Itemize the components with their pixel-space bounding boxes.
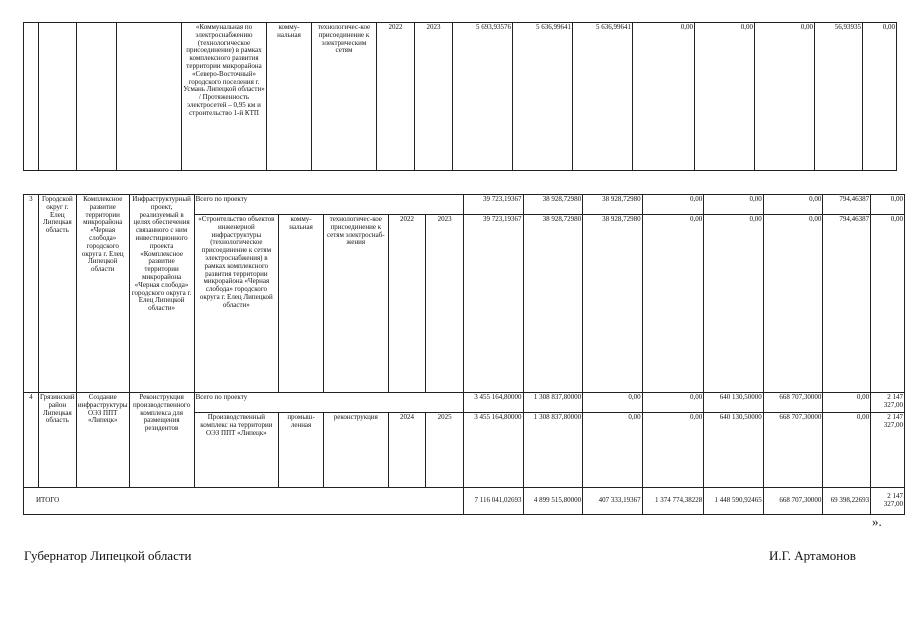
cell-value-1: 5 693,93576 <box>453 23 513 171</box>
table-row-total <box>24 488 905 515</box>
cell-value-7: 794,46387 <box>823 215 871 393</box>
cell-value-5: 1 448 590,92465 <box>704 488 764 515</box>
table-projects <box>23 194 905 515</box>
cell-value-5: 0,00 <box>695 23 755 171</box>
cell-value-8: 2 147 327,00 <box>871 393 905 413</box>
cell-value-8: 0,00 <box>871 215 905 393</box>
cell-end-year: 2025 <box>426 413 464 488</box>
cell-object-type: комму-нальная <box>279 215 324 393</box>
signature-position: Губернатор Липецкой области <box>24 548 192 563</box>
cell-purpose <box>117 23 182 171</box>
cell-value-1: 3 455 164,80000 <box>463 413 523 488</box>
cell-value-7: 56,93935 <box>815 23 863 171</box>
cell-value-6: 0,00 <box>763 195 823 215</box>
cell-total-label: Всего по проекту <box>194 195 463 215</box>
cell-value-3: 407 333,19367 <box>583 488 643 515</box>
cell-object-name: «Коммунальная по электроснабжению (технологическое присоединение) в рамках комплексного развития территории микрорайона «Северо-Восточный» городского поселения г. Усмань Липецкой области» / Протяженность электросетей – 0,95 км и строительство 1-й КТП <box>182 23 267 171</box>
cell-value-8: 2 147 327,00 <box>871 413 905 488</box>
cell-end-year: 2023 <box>426 215 464 393</box>
cell-num: 4 <box>24 393 39 488</box>
cell-project <box>77 23 117 171</box>
cell-value-3: 38 928,72980 <box>583 195 643 215</box>
cell-value-5: 0,00 <box>704 195 764 215</box>
table-row <box>24 393 905 413</box>
cell-value-5: 640 130,50000 <box>704 413 764 488</box>
cell-value-7: 69 398,22693 <box>823 488 871 515</box>
cell-municipality: Городской округ г. Елец Липецкая область <box>38 195 76 393</box>
cell-value-1: 3 455 164,80000 <box>463 393 523 413</box>
cell-project: Комплексное развитие территории микрорайона «Черная слобода» городского округа г. Елец Липецкой области <box>76 195 129 393</box>
cell-purpose: Реконструкция производственного комплекса для размещения резидентов <box>129 393 194 488</box>
cell-value-3: 5 636,99641 <box>573 23 633 171</box>
cell-value-1: 7 116 041,02693 <box>463 488 523 515</box>
cell-end-year: 2023 <box>415 23 453 171</box>
cell-start-year: 2022 <box>388 215 426 393</box>
cell-value-8: 0,00 <box>863 23 897 171</box>
cell-object-kind: технологичес-кое присоединение к сетям электроснаб-жения <box>323 215 388 393</box>
cell-object-kind: реконструкция <box>323 413 388 488</box>
cell-object-name: Производственный комплекс на территории ОЭЗ ППТ «Липецк» <box>194 413 279 488</box>
cell-value-5: 0,00 <box>704 215 764 393</box>
cell-value-3: 38 928,72980 <box>583 215 643 393</box>
cell-value-6: 668 707,30000 <box>763 393 823 413</box>
table-row <box>24 195 905 215</box>
cell-value-1: 39 723,19367 <box>463 195 523 215</box>
cell-value-5: 640 130,50000 <box>704 393 764 413</box>
cell-value-2: 4 899 515,80000 <box>523 488 583 515</box>
cell-object-type: промыш-ленная <box>279 413 324 488</box>
cell-value-2: 5 636,99641 <box>513 23 573 171</box>
table-continuation <box>23 22 897 171</box>
cell-object-kind: технологичес-кое присоединение к электрическим сетям <box>312 23 377 171</box>
cell-value-2: 38 928,72980 <box>523 215 583 393</box>
cell-project: Создание инфраструктуры ОЭЗ ППТ «Липецк» <box>76 393 129 488</box>
cell-num <box>24 23 39 171</box>
cell-object-name: «Строительство объектов инженерной инфраструктуры (технологическое присоединение к сетям электроснабжения) в рамках комплексного развития территории микрорайона «Черная слобода» городского округа г. Елец Липецкой области» <box>194 215 279 393</box>
cell-value-4: 0,00 <box>642 215 704 393</box>
cell-value-4: 0,00 <box>642 195 704 215</box>
cell-itogo-label: ИТОГО <box>24 488 464 515</box>
cell-municipality: Грязинский район Липецкая область <box>38 393 76 488</box>
cell-value-4: 0,00 <box>642 393 704 413</box>
cell-value-8: 2 147 327,00 <box>871 488 905 515</box>
cell-value-6: 668 707,30000 <box>763 488 823 515</box>
cell-object-type: комму-нальная <box>267 23 312 171</box>
closing-quote-mark: ». <box>872 514 882 529</box>
cell-value-2: 1 308 837,80000 <box>523 413 583 488</box>
cell-total-label: Всего по проекту <box>194 393 463 413</box>
cell-purpose: Инфраструктурный проект, реализуемый в целях обеспечения связанного с ним инвестиционного проекта «Комплексное развитие территории микрорайона «Черная слобода» городского округа г. Елец Липецкой области» <box>129 195 194 393</box>
cell-num: 3 <box>24 195 39 393</box>
cell-municipality <box>39 23 77 171</box>
cell-value-4: 1 374 774,38228 <box>642 488 704 515</box>
cell-value-2: 1 308 837,80000 <box>523 393 583 413</box>
cell-value-4: 0,00 <box>633 23 695 171</box>
cell-start-year: 2024 <box>388 413 426 488</box>
cell-value-7: 0,00 <box>823 413 871 488</box>
cell-value-7: 794,46387 <box>823 195 871 215</box>
cell-start-year: 2022 <box>377 23 415 171</box>
signature-name: И.Г. Артамонов <box>769 548 856 563</box>
cell-value-6: 668 707,30000 <box>763 413 823 488</box>
cell-value-7: 0,00 <box>823 393 871 413</box>
cell-value-2: 38 928,72980 <box>523 195 583 215</box>
table-row <box>24 23 897 171</box>
cell-value-3: 0,00 <box>583 393 643 413</box>
cell-value-4: 0,00 <box>642 413 704 488</box>
cell-value-6: 0,00 <box>755 23 815 171</box>
cell-value-3: 0,00 <box>583 413 643 488</box>
cell-value-1: 39 723,19367 <box>463 215 523 393</box>
cell-value-8: 0,00 <box>871 195 905 215</box>
cell-value-6: 0,00 <box>763 215 823 393</box>
